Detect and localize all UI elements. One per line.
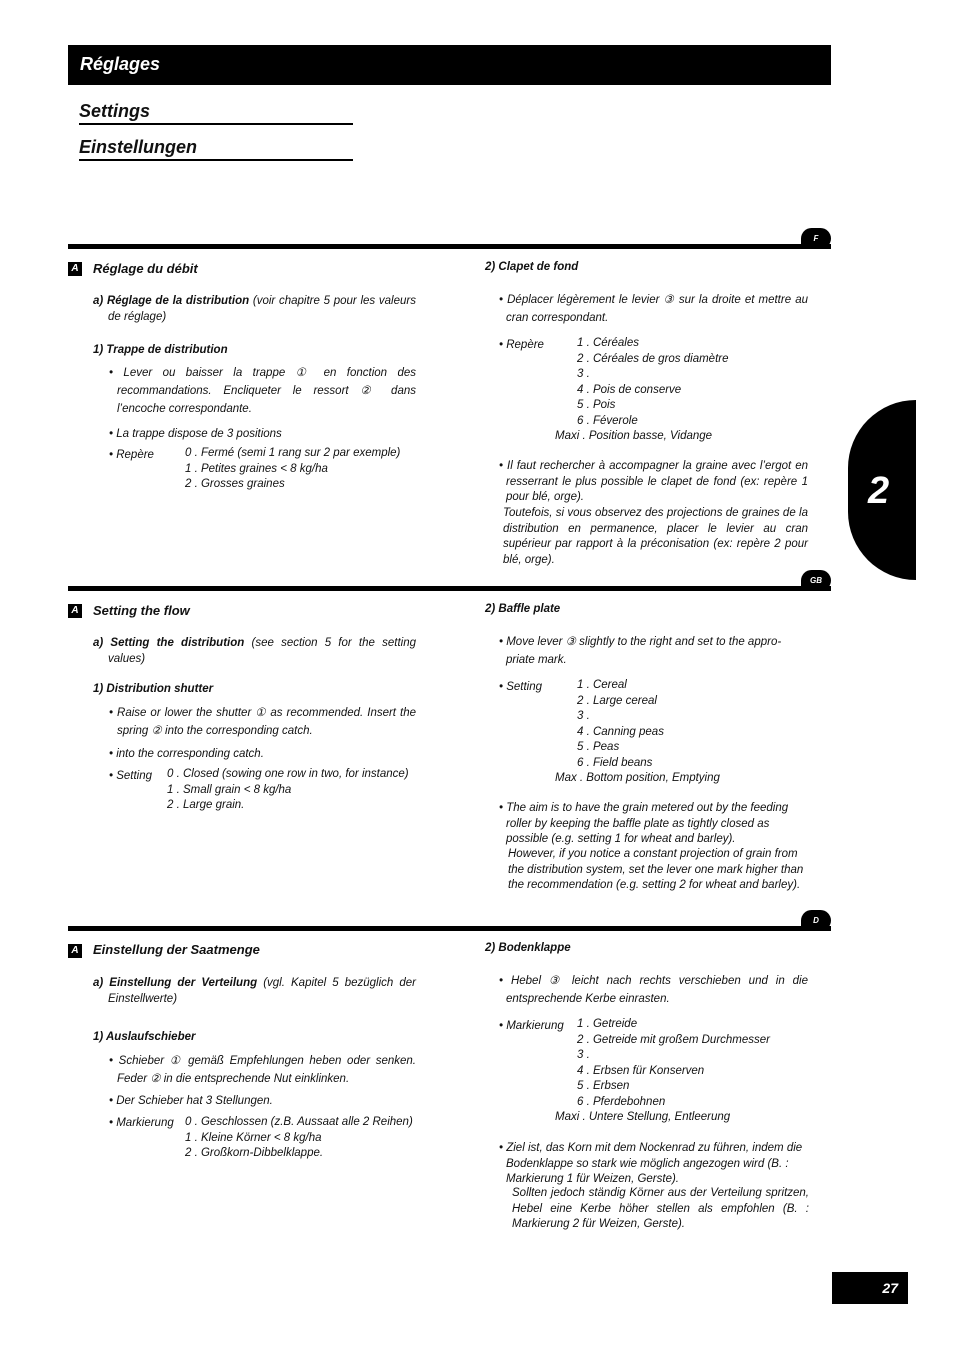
subheading-2-fr: 2) Clapet de fond: [485, 261, 579, 273]
language-badge-fr: F: [801, 228, 831, 249]
reference-maxi-de: Maxi . Untere Stellung, Entleerung: [555, 1111, 731, 1123]
bullet-c1-de: • Hebel ③ leicht nach rechts verschieben und in die entsprechende Kerbe einrasten.: [499, 975, 808, 1005]
reference-table-gb: [167, 767, 409, 814]
reference-row: 0 . Fermé (semi 1 rang sur 2 par exemple): [185, 447, 401, 459]
section-heading-gb: Setting the flow: [93, 603, 190, 618]
reference-row: 2 . Großkorn-Dibbelklappe.: [185, 1147, 324, 1159]
reference-label-c-gb: • Setting: [499, 681, 543, 693]
reference-row: 1 . Cereal: [577, 679, 627, 691]
section-heading-fr: Réglage du débit: [93, 261, 198, 276]
reference-row: 4 . Erbsen für Konserven: [577, 1064, 705, 1077]
language-badge-gb: GB: [801, 570, 831, 591]
reference-table-fr: [185, 446, 400, 493]
section-heading-de: Einstellung der Saatmenge: [93, 942, 260, 957]
chapter-number: 2: [868, 470, 890, 512]
reference-label-c-fr: • Repère: [499, 339, 544, 351]
note-1-fr: • Il faut rechercher à accompagner la graine avec l’ergot en resserrant le plus possible le clapet de fond (ex: repère 1 pour blé, orge).: [499, 460, 808, 503]
subheading-2-de: 2) Bodenklappe: [485, 942, 571, 954]
reference-label-gb: • Setting: [109, 770, 153, 782]
reference-row: 5 . Pois: [577, 399, 616, 411]
reference-row: 3 .: [577, 1049, 590, 1061]
reference-label-fr: • Repère: [109, 449, 154, 461]
note-2-fr: Toutefois, si vous observez des projections de graines de la distribution en permanence, placer le levier au cran supérieur par rapport à la préconisation (ex: repère 2 pour blé, orge).: [503, 507, 808, 566]
language-badge-de: D: [801, 910, 831, 931]
section-rule-fr: [68, 244, 831, 249]
paragraph-a-rest: (voir chapitre 5 pour les valeurs de réglage): [108, 295, 416, 323]
subheading-1-gb: 1) Distribution shutter: [93, 683, 214, 695]
note-2-gb: However, if you notice a constant projection of grain from the distribution system, set the lever one mark higher than the recommendation (e.g. setting 2 for wheat and barley).: [508, 848, 804, 891]
bullet-2-fr: • La trappe dispose de 3 positions: [109, 428, 282, 440]
section-marker-a: A: [68, 944, 82, 958]
chapter-tab: [848, 400, 916, 580]
reference-row: 1 . Small grain < 8 kg/ha: [167, 783, 292, 796]
reference-row: 2 . Getreide mit großem Durchmesser: [577, 1033, 771, 1046]
subheading-1-de: 1) Auslaufschieber: [93, 1031, 196, 1043]
reference-row: 3 .: [577, 368, 590, 380]
reference-row: 6 . Field beans: [577, 756, 653, 769]
reference-row: 4 . Canning peas: [577, 725, 664, 738]
subtitle-settings: Settings: [79, 101, 353, 125]
bullet-1-de: • Schieber ① gemäß Empfehlungen heben oder senken. Feder ② in die entsprechende Nut einklinken.: [109, 1055, 416, 1085]
paragraph-a-rest: (vgl. Kapitel 5 bezüglich der Einstellwerte): [108, 977, 416, 1005]
bullet-1-gb: • Raise or lower the shutter ① as recommended. Insert the spring ② into the corresponding catch.: [109, 707, 416, 737]
reference-row: 3 .: [577, 710, 590, 722]
section-rule-gb: [68, 586, 831, 591]
paragraph-a-de: [93, 976, 416, 1007]
reference-row: 2 . Céréales de gros diamètre: [577, 352, 729, 365]
reference-row: 5 . Erbsen: [577, 1080, 630, 1092]
page-number: 27: [832, 1272, 908, 1304]
reference-label-de: • Markierung: [109, 1117, 174, 1129]
reference-table-de: [185, 1115, 413, 1162]
reference-row: 1 . Kleine Körner < 8 kg/ha: [185, 1131, 322, 1144]
subheading-1-fr: 1) Trappe de distribution: [93, 344, 228, 356]
paragraph-a-lead: a) Einstellung der Verteilung: [93, 977, 258, 989]
bullet-2-de: • Der Schieber hat 3 Stellungen.: [109, 1095, 273, 1107]
paragraph-a-lead: a) Réglage de la distribution: [93, 295, 250, 307]
bullet-2-gb: • into the corresponding catch.: [109, 748, 264, 760]
reference-row: 6 . Féverole: [577, 414, 638, 427]
paragraph-a-fr: [93, 294, 416, 325]
reference-maxi-gb: Max . Bottom position, Emptying: [555, 772, 720, 784]
reference-row: 2 . Large cereal: [577, 694, 657, 707]
reference-row: 4 . Pois de conserve: [577, 383, 682, 396]
reference-row: 2 . Large grain.: [167, 799, 245, 811]
note-1-gb: • The aim is to have the grain metered out by the feeding roller by keeping the baffle plate as tightly closed as possible (e.g. setting 1 for wheat and barley).: [499, 802, 789, 845]
subtitle-einstellungen: Einstellungen: [79, 137, 353, 161]
reference-table-c-fr: [577, 336, 729, 429]
paragraph-a-gb: [93, 636, 416, 667]
reference-row: 2 . Grosses graines: [185, 478, 285, 490]
reference-row: 1 . Petites graines < 8 kg/ha: [185, 462, 328, 475]
title-bar: [68, 45, 831, 85]
reference-maxi-fr: Maxi . Position basse, Vidange: [555, 430, 713, 442]
reference-row: 5 . Peas: [577, 741, 620, 753]
section-rule-de: [68, 926, 831, 931]
reference-row: 0 . Closed (sowing one row in two, for instance): [167, 768, 409, 780]
note-1-de: • Ziel ist, das Korn mit dem Nockenrad zu führen, indem die Bodenklappe so stark wie möglich angezogen wird (B. : Markierung 1 für Weizen, Gerste).: [499, 1142, 803, 1185]
reference-table-c-gb: [577, 678, 664, 771]
section-marker-a: A: [68, 262, 82, 276]
paragraph-a-lead: a) Setting the distribution: [93, 637, 245, 649]
bullet-1-fr: • Lever ou baisser la trappe ① en fonction des recommandations. Encliqueter le ressort ② dans l’encoche correspondante.: [109, 367, 416, 415]
reference-label-c-de: • Markierung: [499, 1020, 564, 1032]
reference-row: 1 . Céréales: [577, 337, 640, 349]
bullet-c1-gb: • Move lever ③ slightly to the right and set to the appro- priate mark.: [499, 636, 782, 666]
section-marker-a: A: [68, 604, 82, 618]
note-2-de: Sollten jedoch ständig Körner aus der Verteilung spritzen, Hebel eine Kerbe höher stellen als empfohlen (B. : Markierung 2 für Weizen, Gerste).: [512, 1187, 809, 1230]
reference-table-c-de: [577, 1017, 770, 1110]
reference-row: 6 . Pferdebohnen: [577, 1095, 666, 1108]
subheading-2-gb: 2) Baffle plate: [485, 603, 561, 615]
bullet-c1-fr: • Déplacer légèrement le levier ③ sur la droite et mettre au cran correspondant.: [499, 294, 808, 324]
paragraph-a-rest: (see section 5 for the setting values): [108, 637, 416, 665]
page-title: Réglages: [80, 54, 161, 74]
reference-row: 1 . Getreide: [577, 1018, 638, 1030]
reference-row: 0 . Geschlossen (z.B. Aussaat alle 2 Reihen): [185, 1116, 413, 1128]
